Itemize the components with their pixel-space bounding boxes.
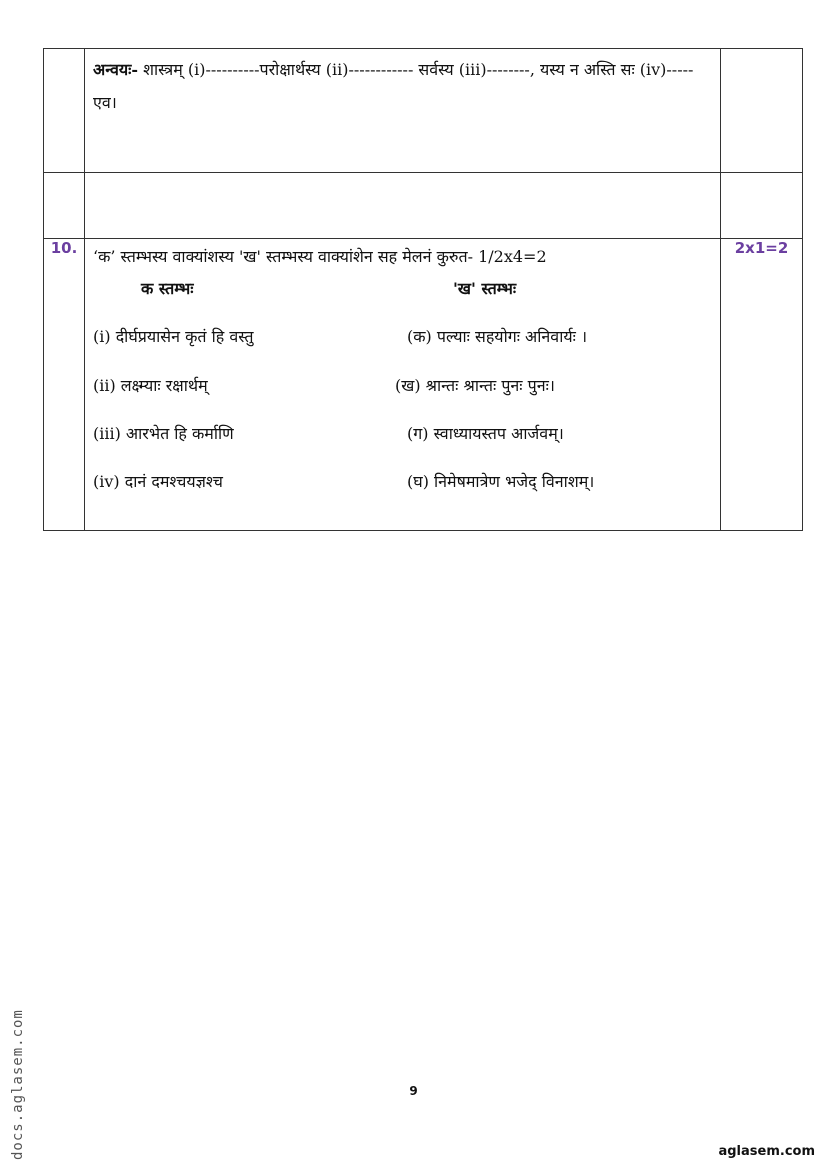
column-a-item: (iii) आरभेत हि कर्माणि [93,424,234,443]
question-marks: 2x1=2 [721,239,803,531]
anvay-label: अन्वयः- [93,60,139,79]
column-b-item: (ग) स्वाध्यायस्तप आर्जवम्। [407,424,564,443]
page-number: 9 [409,1084,418,1098]
anvay-text [85,49,720,119]
table-row [44,239,803,531]
column-a-item: (ii) लक्ष्म्याः रक्षार्थम् [93,376,208,395]
marks-cell [721,173,803,239]
question-instruction: ‘क’ स्तम्भस्य वाक्यांशस्य 'ख' स्तम्भस्य वाक्यांशेन सह मेलनं कुरुत- 1/2x4=2 [93,247,547,266]
anvay-body: शास्त्रम् (i)----------परोक्षार्थस्य (ii)------------ सर्वस्य (iii)--------, यस्य न अस्ति सः (iv)-----एव। [93,60,694,112]
column-b-item: (क) पल्याः सहयोगः अनिवार्यः । [407,327,588,346]
table-row [44,49,803,173]
anvay-cell [85,49,721,173]
site-name[interactable]: aglasem.com [718,1144,815,1159]
question-table [43,48,803,531]
column-a-item: (iv) दानं दमश्चयज्ञश्च [93,472,223,491]
marks-cell [721,49,803,173]
question-body [85,239,721,531]
match-columns [85,267,720,527]
number-cell [44,173,85,239]
watermark-text: docs.aglasem.com [10,1009,26,1160]
column-a-header: क स्तम्भः [141,279,194,298]
empty-cell [85,173,721,239]
number-cell [44,49,85,173]
question-number: 10. [44,239,85,531]
column-a-item: (i) दीर्घप्रयासेन कृतं हि वस्तु [93,327,254,346]
column-b-item: (ख) श्रान्तः श्रान्तः पुनः पुनः। [395,376,555,395]
column-b-header: 'ख' स्तम्भः [453,279,517,298]
column-b-item: (घ) निमेषमात्रेण भजेद् विनाशम्। [407,472,595,491]
table-row [44,173,803,239]
